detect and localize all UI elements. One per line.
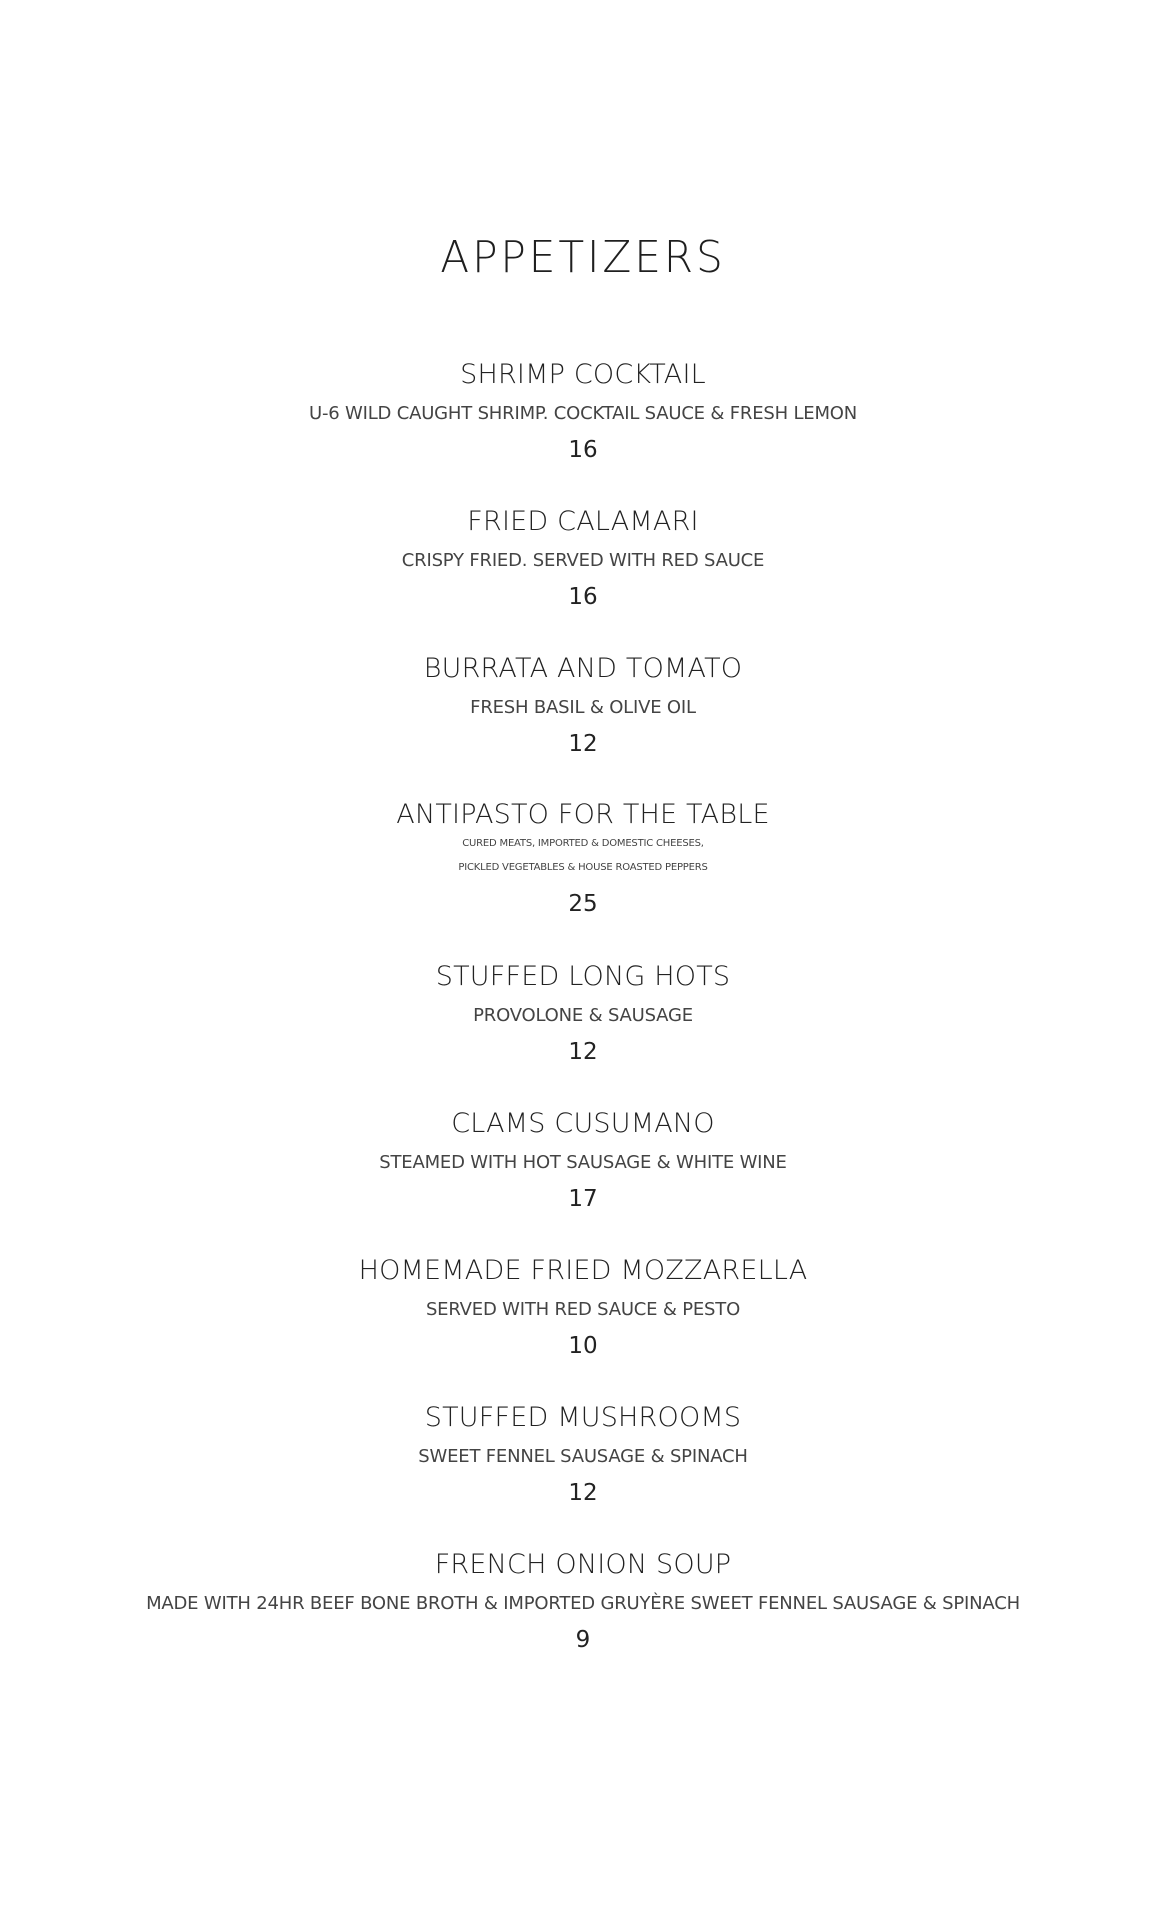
menu-item-price: 16	[568, 437, 598, 463]
menu-item-description: STEAMED WITH HOT SAUSAGE & WHITE WINE	[379, 1152, 787, 1173]
menu-item-price: 9	[575, 1627, 591, 1653]
menu-item-name: BURRATA AND TOMATO	[423, 653, 743, 684]
menu-item-price: 17	[568, 1186, 598, 1212]
menu-item-description-line: CURED MEATS, IMPORTED & DOMESTIC CHEESES,	[462, 838, 704, 849]
menu-item	[0, 1548, 1166, 1654]
menu-item	[0, 1107, 1166, 1213]
menu-item-name: FRENCH ONION SOUP	[434, 1549, 732, 1580]
menu-item-description: SERVED WITH RED SAUCE & PESTO	[425, 1299, 741, 1320]
menu-item	[0, 505, 1166, 611]
menu-item-description: MADE WITH 24HR BEEF BONE BROTH & IMPORTED GRUYÈRE SWEET FENNEL SAUSAGE & SPINACH	[146, 1593, 1020, 1614]
menu-item-price: 16	[568, 584, 598, 610]
menu-item	[0, 358, 1166, 464]
menu-item-name: CLAMS CUSUMANO	[451, 1108, 715, 1139]
menu-item	[0, 1254, 1166, 1360]
menu-item-description: U-6 WILD CAUGHT SHRIMP. COCKTAIL SAUCE & FRESH LEMON	[308, 403, 858, 424]
menu-title: APPETIZERS	[440, 232, 726, 283]
menu-item-price: 12	[568, 1039, 598, 1065]
menu-item-price: 12	[568, 731, 598, 757]
menu-item	[0, 652, 1166, 758]
menu-item	[0, 1401, 1166, 1507]
menu-item-description	[0, 832, 1166, 880]
menu-item-price: 25	[568, 891, 598, 917]
menu-item-price: 10	[568, 1333, 598, 1359]
menu-item-description: SWEET FENNEL SAUSAGE & SPINACH	[418, 1446, 748, 1467]
menu-item-name: STUFFED LONG HOTS	[435, 961, 731, 992]
menu-item-description: PROVOLONE & SAUSAGE	[473, 1005, 693, 1026]
menu-item-description: CRISPY FRIED. SERVED WITH RED SAUCE	[401, 550, 765, 571]
menu-item-name: HOMEMADE FRIED MOZZARELLA	[358, 1255, 808, 1286]
menu-item-name: STUFFED MUSHROOMS	[424, 1402, 742, 1433]
menu-item	[0, 798, 1166, 918]
menu-item-description-line: PICKLED VEGETABLES & HOUSE ROASTED PEPPERS	[458, 862, 708, 873]
menu-item	[0, 960, 1166, 1066]
menu-item-description: FRESH BASIL & OLIVE OIL	[470, 697, 696, 718]
menu-item-price: 12	[568, 1480, 598, 1506]
menu-item-name: FRIED CALAMARI	[467, 506, 699, 537]
menu-item-name: ANTIPASTO FOR THE TABLE	[396, 799, 770, 830]
menu-item-name: SHRIMP COCKTAIL	[460, 359, 706, 390]
